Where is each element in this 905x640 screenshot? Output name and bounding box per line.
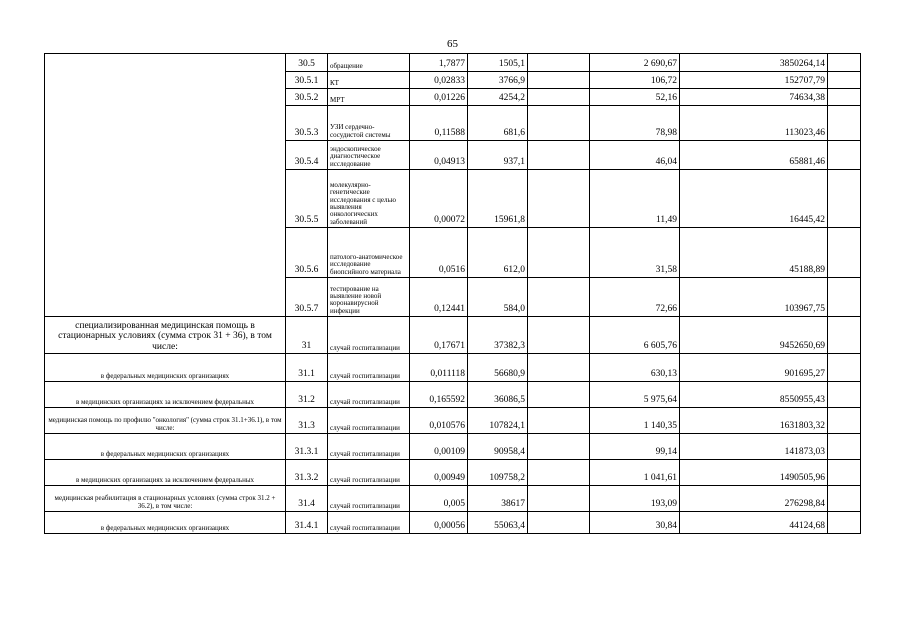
row-value-1: 1,7877 — [410, 54, 468, 72]
row-unit: КТ — [328, 72, 410, 89]
row-value-2: 937,1 — [468, 141, 528, 170]
empty-cell — [828, 317, 861, 354]
row-unit: МРТ — [328, 89, 410, 106]
row-name: медицинская реабилитация в стационарных условиях (сумма строк 31.2 + 36.2), в том числе: — [45, 486, 286, 512]
row-value-2: 36086,5 — [468, 382, 528, 408]
row-value-4: 16445,42 — [680, 170, 828, 228]
empty-cell — [528, 278, 590, 317]
row-value-3: 99,14 — [590, 434, 680, 460]
row-value-3: 31,58 — [590, 228, 680, 278]
row-value-4: 8550955,43 — [680, 382, 828, 408]
empty-cell — [528, 512, 590, 534]
row-value-1: 0,165592 — [410, 382, 468, 408]
empty-cell — [528, 228, 590, 278]
empty-cell — [828, 434, 861, 460]
row-value-3: 106,72 — [590, 72, 680, 89]
empty-cell — [528, 89, 590, 106]
row-value-4: 901695,27 — [680, 354, 828, 382]
empty-cell — [528, 460, 590, 486]
row-code: 31.3 — [286, 408, 328, 434]
empty-cell — [828, 408, 861, 434]
row-value-1: 0,010576 — [410, 408, 468, 434]
row-value-3: 72,66 — [590, 278, 680, 317]
empty-cell — [528, 382, 590, 408]
row-unit: случай госпитализации — [328, 408, 410, 434]
row-code: 30.5.4 — [286, 141, 328, 170]
empty-cell — [528, 72, 590, 89]
row-code: 31.4.1 — [286, 512, 328, 534]
row-value-1: 0,12441 — [410, 278, 468, 317]
row-value-2: 612,0 — [468, 228, 528, 278]
row-code: 30.5.6 — [286, 228, 328, 278]
row-value-3: 630,13 — [590, 354, 680, 382]
row-value-1: 0,11588 — [410, 106, 468, 141]
row-value-4: 141873,03 — [680, 434, 828, 460]
row-value-3: 1 041,61 — [590, 460, 680, 486]
empty-cell — [828, 512, 861, 534]
empty-cell — [828, 106, 861, 141]
empty-cell — [528, 170, 590, 228]
row-value-1: 0,00949 — [410, 460, 468, 486]
row-value-4: 152707,79 — [680, 72, 828, 89]
empty-cell — [528, 141, 590, 170]
row-value-2: 55063,4 — [468, 512, 528, 534]
row-value-2: 1505,1 — [468, 54, 528, 72]
empty-cell — [828, 72, 861, 89]
row-code: 31.1 — [286, 354, 328, 382]
empty-cell — [828, 278, 861, 317]
row-unit: случай госпитализации — [328, 460, 410, 486]
row-value-4: 45188,89 — [680, 228, 828, 278]
empty-cell — [528, 106, 590, 141]
row-code: 30.5.2 — [286, 89, 328, 106]
row-code: 31.3.2 — [286, 460, 328, 486]
row-code: 30.5.1 — [286, 72, 328, 89]
row-code: 31.2 — [286, 382, 328, 408]
empty-cell — [528, 434, 590, 460]
row-value-2: 109758,2 — [468, 460, 528, 486]
row-unit: случай госпитализации — [328, 354, 410, 382]
row-unit: молекулярно-генетические исследования с целью выявления онкологических заболеваний — [328, 170, 410, 228]
row-value-3: 46,04 — [590, 141, 680, 170]
empty-cell — [528, 317, 590, 354]
row-value-2: 584,0 — [468, 278, 528, 317]
row-value-1: 0,00056 — [410, 512, 468, 534]
row-value-4: 103967,75 — [680, 278, 828, 317]
empty-cell — [828, 460, 861, 486]
empty-cell — [828, 382, 861, 408]
row-value-3: 11,49 — [590, 170, 680, 228]
row-value-2: 3766,9 — [468, 72, 528, 89]
row-name: в медицинских организациях за исключением федеральных — [45, 382, 286, 408]
row-value-4: 65881,46 — [680, 141, 828, 170]
empty-cell — [828, 354, 861, 382]
row-name: в медицинских организациях за исключением федеральных — [45, 460, 286, 486]
empty-cell — [828, 89, 861, 106]
row-unit: УЗИ сердечно-сосудистой системы — [328, 106, 410, 141]
row-unit: случай госпитализации — [328, 317, 410, 354]
row-name-cell — [45, 54, 286, 317]
row-value-3: 1 140,35 — [590, 408, 680, 434]
row-code: 30.5 — [286, 54, 328, 72]
row-value-1: 0,0516 — [410, 228, 468, 278]
row-unit: обращение — [328, 54, 410, 72]
table-row — [45, 317, 861, 354]
table-row — [45, 460, 861, 486]
row-value-2: 90958,4 — [468, 434, 528, 460]
row-value-1: 0,005 — [410, 486, 468, 512]
row-name: в федеральных медицинских организациях — [45, 512, 286, 534]
row-unit: случай госпитализации — [328, 382, 410, 408]
row-code: 30.5.7 — [286, 278, 328, 317]
table-row — [45, 486, 861, 512]
row-value-2: 38617 — [468, 486, 528, 512]
row-name: в федеральных медицинских организациях — [45, 434, 286, 460]
row-name: медицинская помощь по профилю "онкология" (сумма строк 31.1+36.1), в том числе: — [45, 408, 286, 434]
table-row — [45, 354, 861, 382]
row-unit: случай госпитализации — [328, 512, 410, 534]
empty-cell — [528, 408, 590, 434]
row-value-4: 44124,68 — [680, 512, 828, 534]
row-value-4: 9452650,69 — [680, 317, 828, 354]
empty-cell — [528, 486, 590, 512]
row-unit: эндоскопическое диагностическое исследование — [328, 141, 410, 170]
row-value-1: 0,01226 — [410, 89, 468, 106]
row-value-3: 2 690,67 — [590, 54, 680, 72]
row-value-1: 0,02833 — [410, 72, 468, 89]
row-value-4: 74634,38 — [680, 89, 828, 106]
table-row — [45, 434, 861, 460]
row-value-1: 0,17671 — [410, 317, 468, 354]
row-value-2: 107824,1 — [468, 408, 528, 434]
page-number: 65 — [447, 38, 458, 50]
row-value-1: 0,011118 — [410, 354, 468, 382]
row-value-4: 113023,46 — [680, 106, 828, 141]
table-row — [45, 382, 861, 408]
row-name: в федеральных медицинских организациях — [45, 354, 286, 382]
row-unit: патолого-анатомическое исследование биопсийного материала — [328, 228, 410, 278]
empty-cell — [828, 141, 861, 170]
table-row — [45, 408, 861, 434]
row-name: специализированная медицинская помощь в стационарных условиях (сумма строк 31 + 36), в том числе: — [45, 317, 286, 354]
row-value-1: 0,00109 — [410, 434, 468, 460]
row-unit: случай госпитализации — [328, 434, 410, 460]
empty-cell — [528, 54, 590, 72]
row-value-2: 4254,2 — [468, 89, 528, 106]
row-code: 30.5.5 — [286, 170, 328, 228]
row-value-4: 3850264,14 — [680, 54, 828, 72]
row-value-3: 52,16 — [590, 89, 680, 106]
row-value-1: 0,00072 — [410, 170, 468, 228]
row-value-2: 37382,3 — [468, 317, 528, 354]
data-table — [44, 53, 861, 534]
row-value-2: 15961,8 — [468, 170, 528, 228]
empty-cell — [828, 486, 861, 512]
row-unit: случай госпитализации — [328, 486, 410, 512]
row-code: 31 — [286, 317, 328, 354]
empty-cell — [528, 354, 590, 382]
empty-cell — [828, 228, 861, 278]
row-code: 30.5.3 — [286, 106, 328, 141]
table-row — [45, 54, 861, 72]
row-value-4: 1490505,96 — [680, 460, 828, 486]
row-value-2: 681,6 — [468, 106, 528, 141]
row-code: 31.3.1 — [286, 434, 328, 460]
table-row — [45, 512, 861, 534]
row-value-2: 56680,9 — [468, 354, 528, 382]
row-value-3: 193,09 — [590, 486, 680, 512]
row-value-3: 6 605,76 — [590, 317, 680, 354]
row-value-1: 0,04913 — [410, 141, 468, 170]
row-value-3: 78,98 — [590, 106, 680, 141]
empty-cell — [828, 170, 861, 228]
row-unit: тестирование на выявление новой коронавирусной инфекции — [328, 278, 410, 317]
row-code: 31.4 — [286, 486, 328, 512]
row-value-3: 30,84 — [590, 512, 680, 534]
empty-cell — [828, 54, 861, 72]
row-value-4: 276298,84 — [680, 486, 828, 512]
row-value-4: 1631803,32 — [680, 408, 828, 434]
row-value-3: 5 975,64 — [590, 382, 680, 408]
